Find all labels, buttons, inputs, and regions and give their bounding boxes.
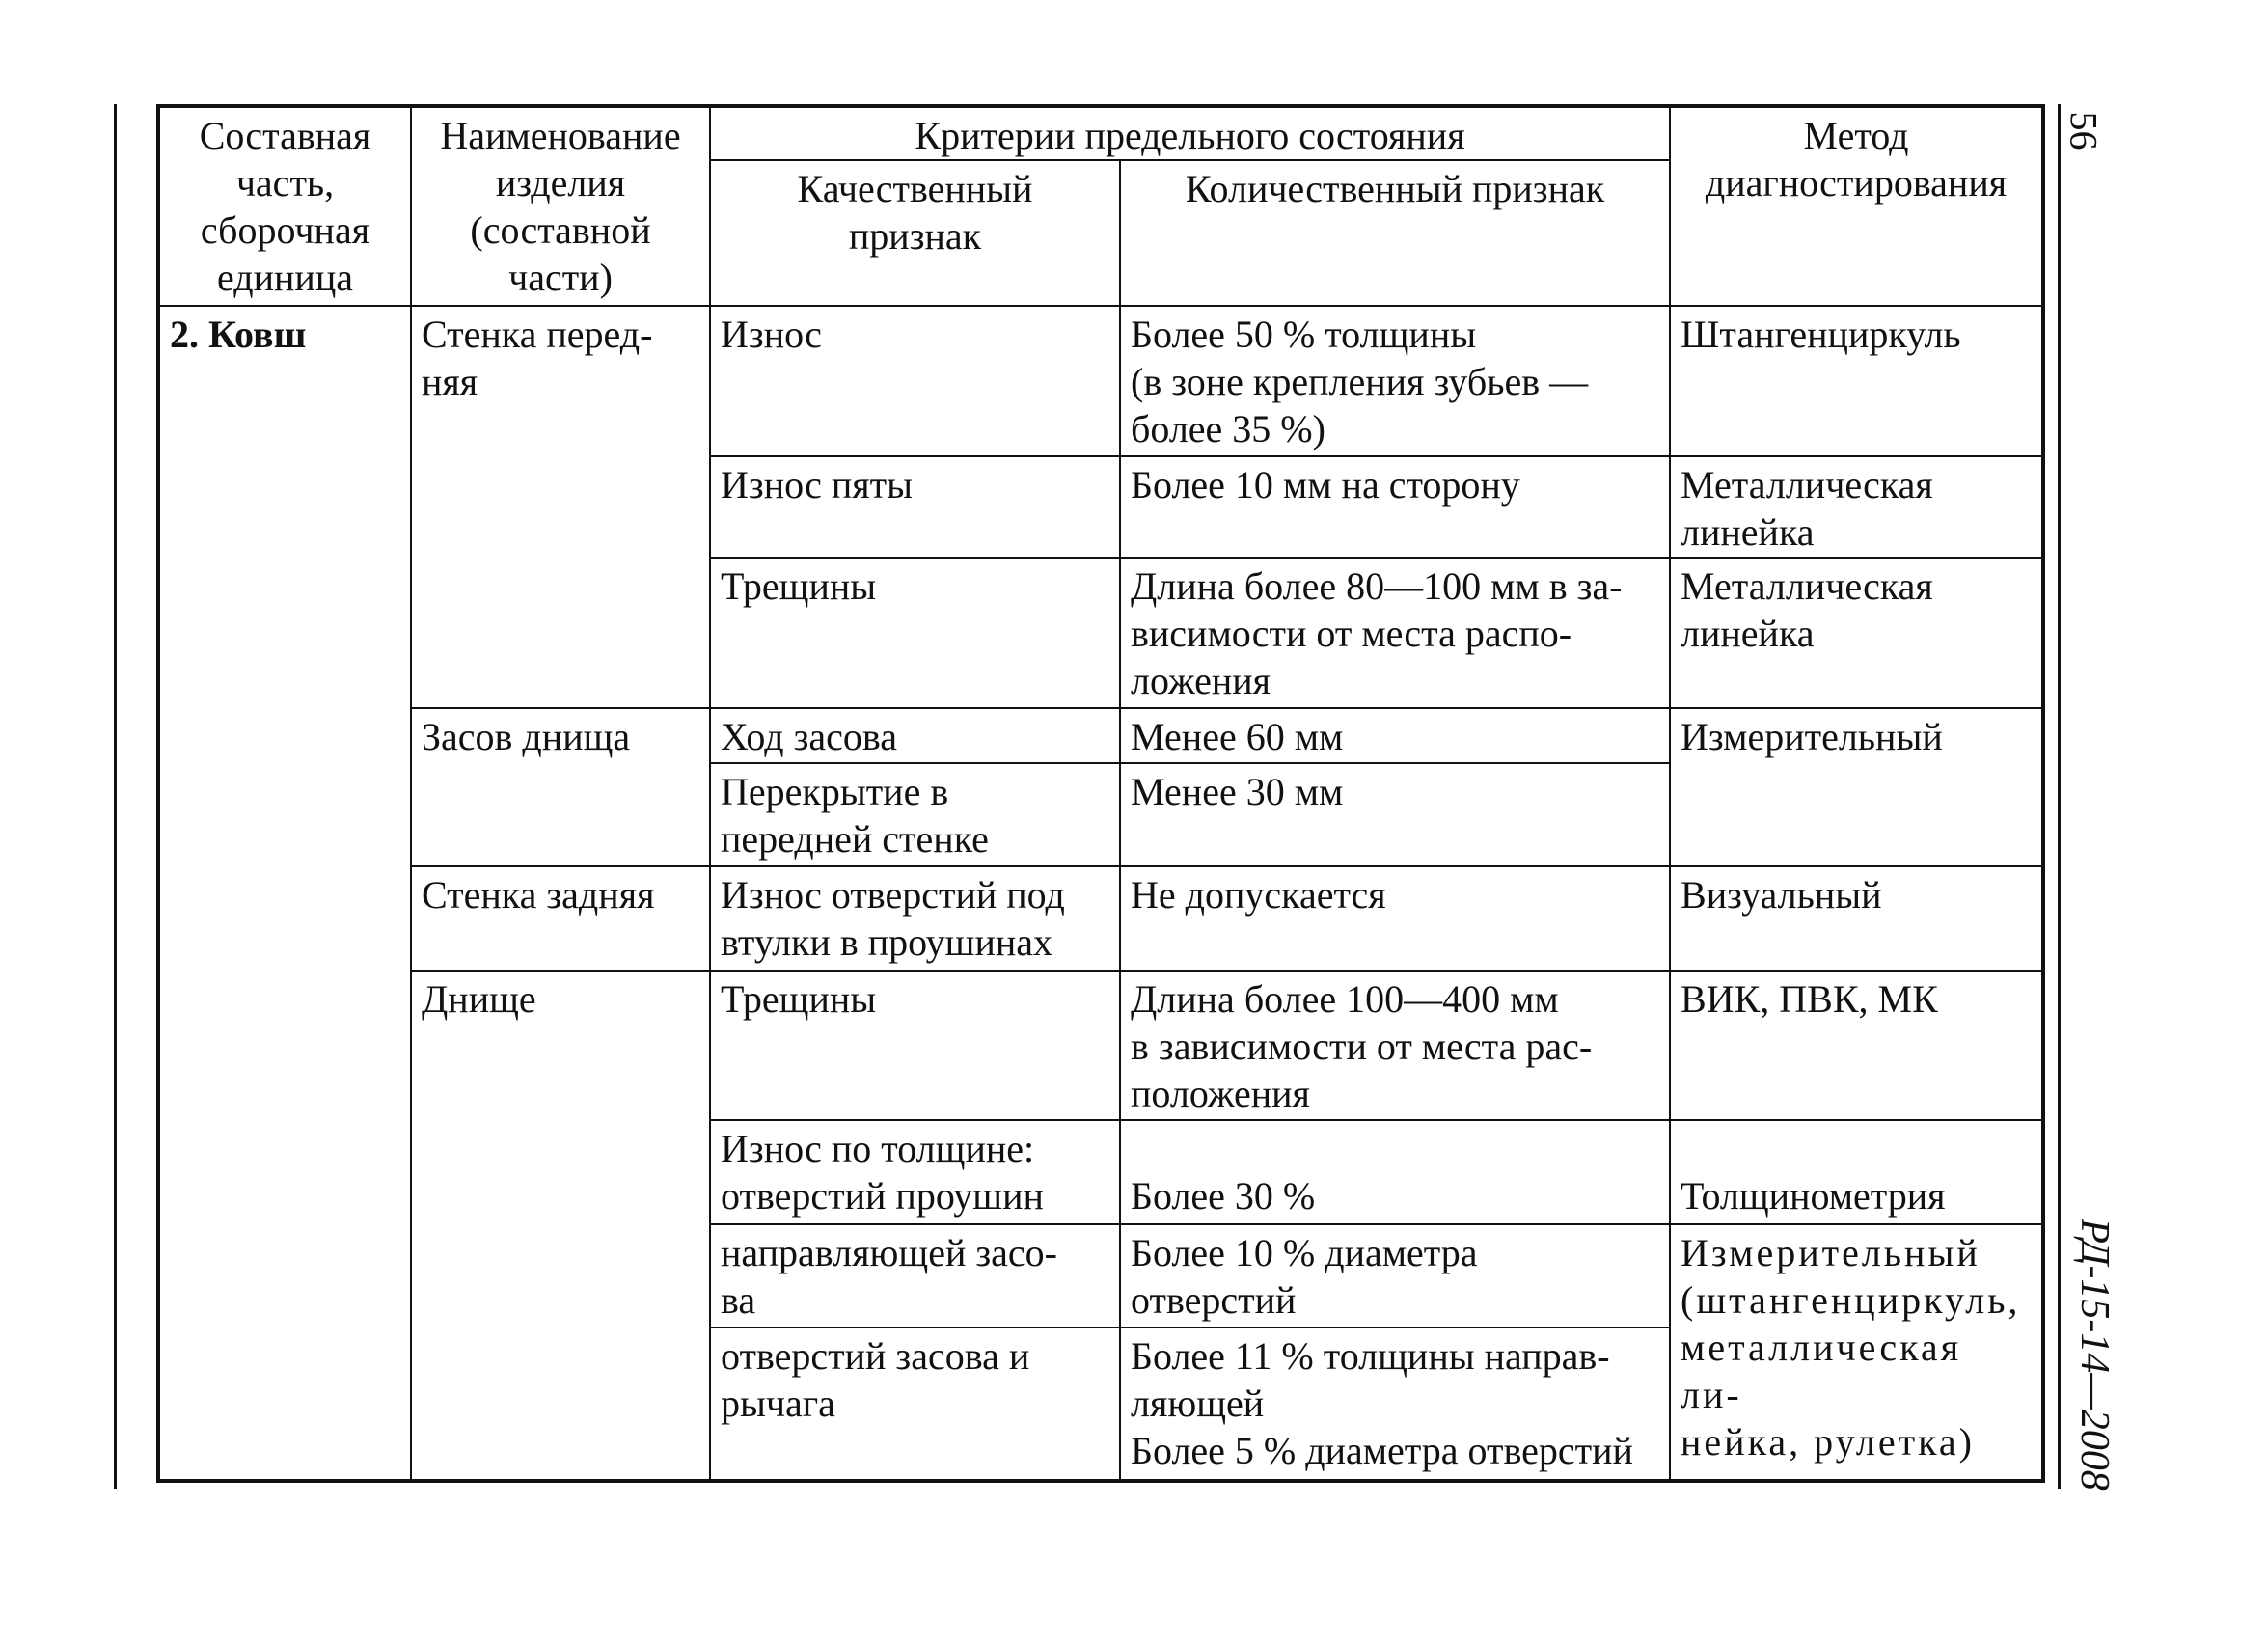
header-criteria: Критерии предельного состояния: [710, 106, 1670, 160]
method-cell: Визуальный: [1670, 866, 2043, 970]
header-item-name: Наименование изделия (составной части): [411, 106, 710, 306]
item-bottom: Днище: [411, 971, 710, 1481]
qualitative-cell: Перекрытие в передней стенке: [710, 763, 1120, 866]
table-row: [158, 306, 2043, 456]
method-cell: Металлическая линейка: [1670, 558, 2043, 708]
limit-state-table: [156, 104, 2045, 1483]
quantitative-cell: Более 50 % толщины (в зоне крепления зубьев — более 35 %): [1120, 306, 1670, 456]
qualitative-cell: Трещины: [710, 971, 1120, 1121]
header-method: Метод диагностирования: [1670, 106, 2043, 306]
left-margin-rule: [114, 104, 117, 1489]
header-component: Составная часть, сборочная единица: [158, 106, 411, 306]
item-bottom-latch: Засов днища: [411, 708, 710, 867]
qualitative-cell: Износ пяты: [710, 456, 1120, 558]
quantitative-cell: Более 11 % толщины направ- ляющей Более 5 % диаметра отверстий: [1120, 1328, 1670, 1481]
unit-cell: 2. Ковш: [158, 306, 411, 1481]
method-cell: Толщинометрия: [1670, 1120, 2043, 1223]
quantitative-cell: Длина более 100—400 мм в зависимости от места рас- положения: [1120, 971, 1670, 1121]
qualitative-cell: отверстий засова и рычага: [710, 1328, 1120, 1481]
quantitative-cell: Не допускается: [1120, 866, 1670, 970]
header-quantitative: Количественный признак: [1120, 160, 1670, 306]
header-row-1: [158, 106, 2043, 160]
item-front-wall: Стенка перед- няя: [411, 306, 710, 708]
quantitative-cell: Более 10 мм на сторону: [1120, 456, 1670, 558]
quantitative-cell: Более 10 % диаметра отверстий: [1120, 1224, 1670, 1328]
table-row: [158, 866, 2043, 970]
document-code: РД-15-14—2008: [2071, 1219, 2117, 1491]
quantitative-cell: Менее 30 мм: [1120, 763, 1670, 866]
method-cell: Металлическая линейка: [1670, 456, 2043, 558]
qualitative-cell: Износ отверстий под втулки в проушинах: [710, 866, 1120, 970]
page-number: 56: [2062, 111, 2106, 151]
qualitative-cell: Износ по толщине: отверстий проушин: [710, 1120, 1120, 1223]
qualitative-cell: Трещины: [710, 558, 1120, 708]
item-rear-wall: Стенка задняя: [411, 866, 710, 970]
method-cell: Измерительный: [1670, 708, 2043, 867]
table-row: [158, 971, 2043, 1121]
quantitative-cell: Менее 60 мм: [1120, 708, 1670, 763]
qualitative-cell: Ход засова: [710, 708, 1120, 763]
qualitative-cell: направляющей засо- ва: [710, 1224, 1120, 1328]
method-cell: Измерительный (штангенциркуль, металлическая ли- нейка, рулетка): [1670, 1224, 2043, 1481]
qualitative-cell: Износ: [710, 306, 1120, 456]
table-row: [158, 708, 2043, 763]
header-qualitative: Качественный признак: [710, 160, 1120, 306]
method-cell: ВИК, ПВК, МК: [1670, 971, 2043, 1121]
right-margin-rule: [2058, 104, 2061, 1489]
quantitative-cell: Длина более 80—100 мм в за- висимости от места распо- ложения: [1120, 558, 1670, 708]
quantitative-cell: Более 30 %: [1120, 1120, 1670, 1223]
method-cell: Штангенциркуль: [1670, 306, 2043, 456]
